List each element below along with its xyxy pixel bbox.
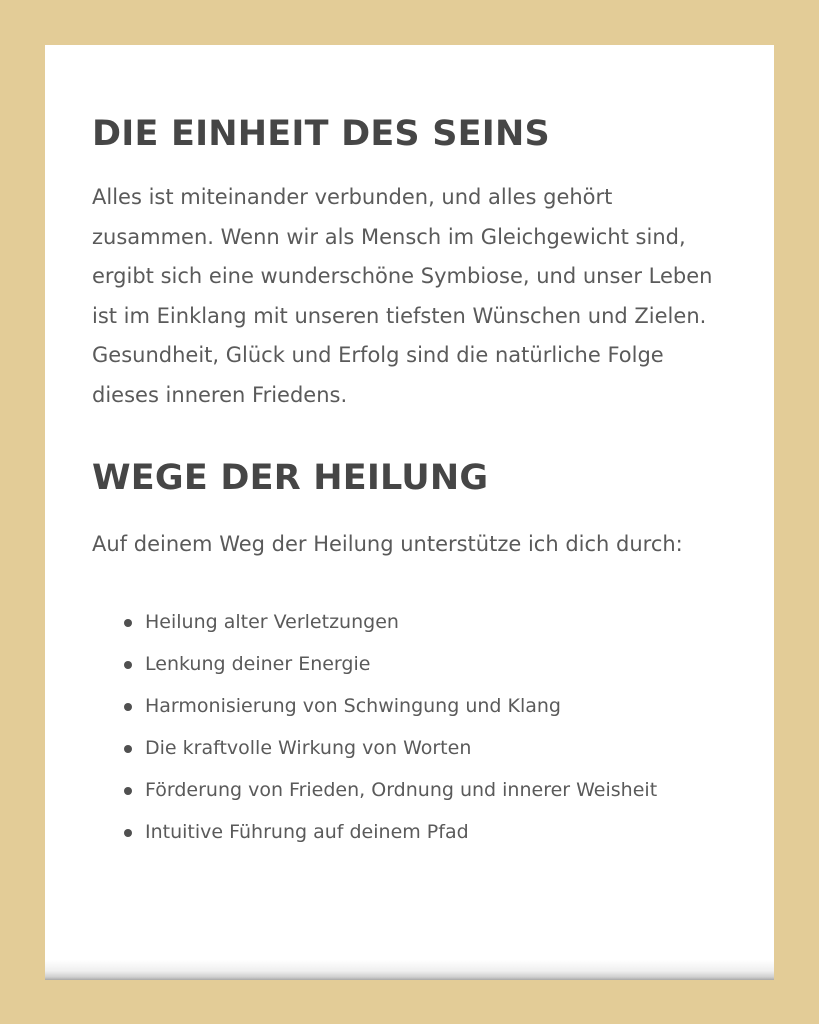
section-heading-einheit: DIE EINHEIT DES SEINS — [92, 114, 550, 154]
bullet-icon — [124, 829, 132, 837]
bullet-icon — [124, 745, 132, 753]
list-item — [92, 646, 727, 683]
list-item-text: Harmonisierung von Schwingung und Klang — [145, 694, 561, 717]
bullet-icon — [124, 703, 132, 711]
list-item-text: Heilung alter Verletzungen — [145, 610, 399, 633]
bullet-icon — [124, 661, 132, 669]
healing-list — [92, 604, 727, 851]
list-item — [92, 730, 727, 767]
content-card — [45, 45, 774, 973]
list-item — [92, 604, 727, 641]
section-paragraph-einheit: Alles ist miteinander verbunden, und alles gehört zusammen. Wenn wir als Mensch im Gleichgewicht sind, ergibt sich eine wunderschöne Symbiose, und unser Leben ist im Einklang mit unseren tiefsten Wünschen und Zielen. Gesundheit, Glück und Erfolg sind die natürliche Folge dieses inneren Friedens. — [92, 185, 713, 407]
section-heading-heilung: WEGE DER HEILUNG — [92, 458, 489, 498]
section-paragraph-heilung: Auf deinem Weg der Heilung unterstütze ich dich durch: — [92, 532, 683, 556]
list-item — [92, 688, 727, 725]
bullet-icon — [124, 787, 132, 795]
list-item-text: Intuitive Führung auf deinem Pfad — [145, 820, 469, 843]
list-item-text: Die kraftvolle Wirkung von Worten — [145, 736, 472, 759]
list-item-text: Lenkung deiner Energie — [145, 652, 371, 675]
list-item — [92, 772, 727, 809]
bullet-icon — [124, 619, 132, 627]
list-item — [92, 814, 727, 851]
list-item-text: Förderung von Frieden, Ordnung und innerer Weisheit — [145, 778, 658, 801]
card-bottom-shadow — [45, 960, 774, 980]
